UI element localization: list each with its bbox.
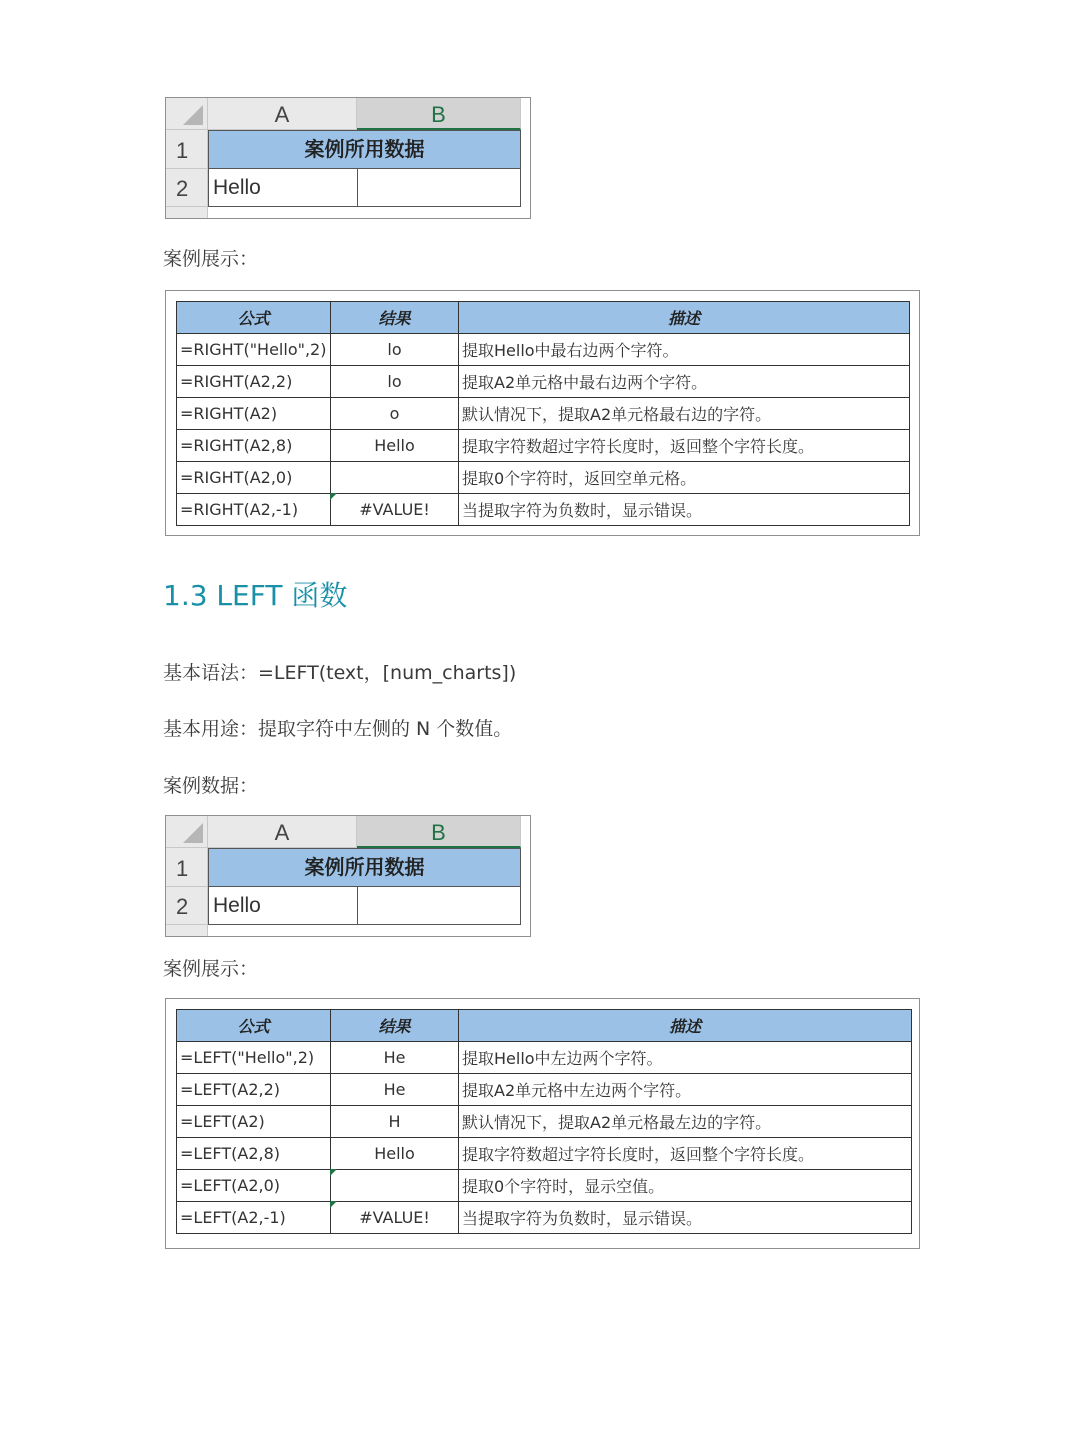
result-cell[interactable]: Hello	[331, 1138, 459, 1170]
description-cell[interactable]: 默认情况下，提取A2单元格最右边的字符。	[459, 398, 910, 430]
result-cell[interactable]: Hello	[331, 430, 459, 462]
cell-b2[interactable]	[357, 887, 521, 925]
result-table-left	[176, 1009, 912, 1234]
row-header-2[interactable]: 2	[166, 887, 208, 925]
description-cell[interactable]: 提取字符数超过字符长度时，返回整个字符长度。	[459, 430, 910, 462]
result-text: #VALUE!	[359, 500, 430, 519]
table-row	[177, 366, 910, 398]
description-cell[interactable]: 当提取字符为负数时，显示错误。	[459, 1202, 912, 1234]
result-table-left-panel	[165, 998, 920, 1249]
formula-cell[interactable]: =RIGHT(A2)	[177, 398, 331, 430]
header-description: 描述	[459, 1010, 912, 1042]
cell-b2[interactable]	[357, 169, 521, 207]
formula-cell[interactable]: =LEFT(A2,0)	[177, 1170, 331, 1202]
description-cell[interactable]: 提取Hello中最右边两个字符。	[459, 334, 910, 366]
formula-cell[interactable]: =LEFT(A2,8)	[177, 1138, 331, 1170]
table-row	[177, 1042, 912, 1074]
description-cell[interactable]: 当提取字符为负数时，显示错误。	[459, 494, 910, 526]
table-row	[177, 1106, 912, 1138]
result-cell[interactable]	[331, 1202, 459, 1234]
header-result: 结果	[331, 302, 459, 334]
table-row	[177, 1074, 912, 1106]
result-cell[interactable]	[331, 462, 459, 494]
cell-a2[interactable]: Hello	[208, 169, 358, 207]
description-cell[interactable]: 提取0个字符时，显示空值。	[459, 1170, 912, 1202]
error-indicator-icon	[330, 1201, 337, 1208]
header-formula: 公式	[177, 1010, 331, 1042]
table-row	[177, 430, 910, 462]
description-cell[interactable]: 默认情况下，提取A2单元格最左边的字符。	[459, 1106, 912, 1138]
usage-line: 基本用途：提取字符中左侧的 N 个数值。	[163, 718, 513, 740]
error-indicator-icon	[330, 1169, 337, 1176]
case-data-label: 案例数据：	[163, 775, 259, 797]
result-cell[interactable]	[331, 494, 459, 526]
syntax-line: 基本语法：=LEFT(text，[num_charts])	[163, 662, 517, 684]
error-indicator-icon	[330, 493, 337, 500]
formula-cell[interactable]: =LEFT(A2)	[177, 1106, 331, 1138]
table-row	[177, 1170, 912, 1202]
case-show-label-1: 案例展示：	[163, 248, 259, 270]
formula-cell[interactable]: =RIGHT(A2,8)	[177, 430, 331, 462]
formula-cell[interactable]: =LEFT("Hello",2)	[177, 1042, 331, 1074]
formula-cell[interactable]: =RIGHT("Hello",2)	[177, 334, 331, 366]
spreadsheet-sample-2	[165, 815, 531, 937]
description-cell[interactable]: 提取A2单元格中最右边两个字符。	[459, 366, 910, 398]
result-text: #VALUE!	[359, 1208, 430, 1227]
result-table-right	[176, 301, 910, 526]
formula-cell[interactable]: =RIGHT(A2,0)	[177, 462, 331, 494]
header-description: 描述	[459, 302, 910, 334]
section-heading-left-function: 1.3 LEFT 函数	[163, 579, 348, 612]
table-row	[177, 398, 910, 430]
cell-a1-merged-title[interactable]: 案例所用数据	[208, 130, 521, 169]
formula-cell[interactable]: =RIGHT(A2,-1)	[177, 494, 331, 526]
result-cell[interactable]: H	[331, 1106, 459, 1138]
result-cell[interactable]: lo	[331, 334, 459, 366]
header-formula: 公式	[177, 302, 331, 334]
result-cell[interactable]: lo	[331, 366, 459, 398]
column-header-a[interactable]: A	[208, 98, 357, 130]
description-cell[interactable]: 提取字符数超过字符长度时，返回整个字符长度。	[459, 1138, 912, 1170]
column-header-b[interactable]: B	[357, 816, 521, 848]
result-cell[interactable]: o	[331, 398, 459, 430]
description-cell[interactable]: 提取A2单元格中左边两个字符。	[459, 1074, 912, 1106]
cell-a1-merged-title[interactable]: 案例所用数据	[208, 848, 521, 887]
row-header-1[interactable]: 1	[166, 130, 208, 169]
description-cell[interactable]: 提取0个字符时，返回空单元格。	[459, 462, 910, 494]
select-all-corner[interactable]	[166, 816, 208, 848]
column-header-a[interactable]: A	[208, 816, 357, 848]
header-result: 结果	[331, 1010, 459, 1042]
table-row	[177, 494, 910, 526]
formula-cell[interactable]: =LEFT(A2,2)	[177, 1074, 331, 1106]
result-cell[interactable]: He	[331, 1074, 459, 1106]
table-row	[177, 462, 910, 494]
result-table-right-panel	[165, 290, 920, 536]
table-row	[177, 334, 910, 366]
cell-a2[interactable]: Hello	[208, 887, 358, 925]
case-show-label-2: 案例展示：	[163, 958, 259, 980]
formula-cell[interactable]: =LEFT(A2,-1)	[177, 1202, 331, 1234]
description-cell[interactable]: 提取Hello中左边两个字符。	[459, 1042, 912, 1074]
table-row	[177, 1202, 912, 1234]
row-header-1[interactable]: 1	[166, 848, 208, 887]
row-header-2[interactable]: 2	[166, 169, 208, 207]
result-cell[interactable]: He	[331, 1042, 459, 1074]
spreadsheet-sample-1	[165, 97, 531, 219]
table-row	[177, 1138, 912, 1170]
column-header-b[interactable]: B	[357, 98, 521, 130]
select-all-corner[interactable]	[166, 98, 208, 130]
formula-cell[interactable]: =RIGHT(A2,2)	[177, 366, 331, 398]
result-cell[interactable]	[331, 1170, 459, 1202]
